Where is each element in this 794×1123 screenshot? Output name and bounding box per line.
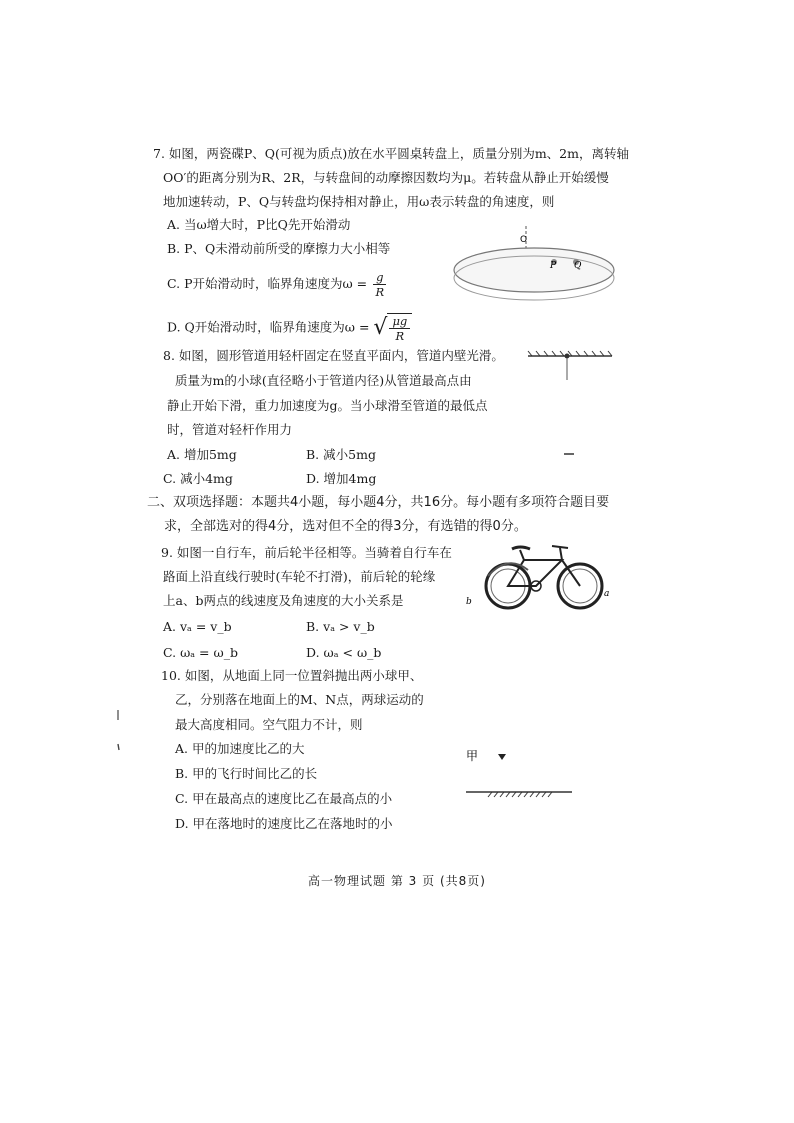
section2-line2: 求，全部选对的得4分，选对但不全的得3分，有选错的得0分。 bbox=[164, 519, 527, 534]
q7-fig-label-p: P bbox=[550, 261, 557, 271]
q10-option-c: C. 甲在最高点的速度比乙在最高点的小 bbox=[175, 791, 393, 806]
q9-fig-label-b: b bbox=[466, 597, 472, 607]
scan-margin-marks bbox=[114, 708, 124, 752]
q8-option-b: B. 减小5mg bbox=[306, 447, 376, 462]
q7-option-c-numerator: g bbox=[373, 270, 386, 285]
q7-line1: 7. 如图，两瓷碟P、Q(可视为质点)放在水平圆桌转盘上，质量分别为m、2m，离转轴 bbox=[153, 146, 629, 161]
q7-fig-label-o: O bbox=[520, 235, 528, 245]
q9-option-b: B. vₐ > v_b bbox=[306, 619, 375, 634]
q7-line2: OO′的距离分别为R、2R，与转盘间的动摩擦因数均为μ。若转盘从静止开始缓慢 bbox=[163, 170, 609, 185]
q9-line3: 上a、b两点的线速度及角速度的大小关系是 bbox=[163, 593, 404, 608]
q7-option-d-denominator: R bbox=[395, 329, 405, 343]
q9-bicycle-figure bbox=[462, 540, 612, 620]
q7-option-a: A. 当ω增大时，P比Q先开始滑动 bbox=[167, 217, 351, 232]
q7-option-c bbox=[167, 270, 388, 299]
arrow-down-icon bbox=[498, 754, 506, 760]
q10-line1: 10. 如图，从地面上同一位置斜抛出两小球甲、 bbox=[161, 668, 423, 683]
q8-line2: 质量为m的小球(直径略小于管道内径)从管道最高点由 bbox=[175, 373, 472, 388]
q7-option-c-text: C. P开始滑动时，临界角速度为ω = bbox=[167, 276, 368, 291]
q9-line1: 9. 如图一自行车，前后轮半径相等。当骑着自行车在 bbox=[161, 545, 452, 560]
q9-line2: 路面上沿直线行驶时(车轮不打滑)，前后轮的轮缘 bbox=[163, 569, 436, 584]
q7-option-d-text: D. Q开始滑动时，临界角速度为ω = bbox=[167, 319, 370, 335]
q10-option-b: B. 甲的飞行时间比乙的长 bbox=[175, 766, 318, 781]
page-footer: 高一物理试题 第 3 页 (共8页) bbox=[308, 874, 486, 888]
section2-line1: 二、双项选择题：本题共4小题，每小题4分，共16分。每小题有多项符合题目要 bbox=[147, 495, 610, 510]
q8-line1: 8. 如图，圆形管道用轻杆固定在竖直平面内，管道内壁光滑。 bbox=[163, 348, 504, 363]
q7-turntable-figure bbox=[448, 222, 628, 314]
q8-option-a: A. 增加5mg bbox=[167, 447, 237, 462]
q7-fig-label-q: Q bbox=[574, 261, 582, 271]
q10-option-d: D. 甲在落地时的速度比乙在落地时的小 bbox=[175, 816, 393, 831]
q9-option-c: C. ωₐ = ω_b bbox=[163, 645, 238, 660]
q10-projectile-figure bbox=[462, 744, 582, 806]
q8-line3: 静止开始下滑，重力加速度为g。当小球滑至管道的最低点 bbox=[167, 398, 488, 413]
q10-fig-label-jia: 甲 bbox=[466, 749, 479, 763]
q7-option-d bbox=[167, 313, 412, 343]
radical-sign-icon: √ bbox=[373, 315, 388, 340]
q10-line2: 乙，分别落在地面上的M、N点，两球运动的 bbox=[175, 692, 424, 707]
q7-option-c-denominator: R bbox=[375, 285, 385, 299]
q8-option-d: D. 增加4mg bbox=[306, 471, 377, 486]
q9-option-d: D. ωₐ < ω_b bbox=[306, 645, 382, 660]
q8-line4: 时，管道对轻杆作用力 bbox=[167, 422, 293, 437]
q7-option-d-fraction bbox=[389, 314, 410, 343]
bicycle-icon bbox=[486, 546, 602, 608]
q7-option-b: B. P、Q未滑动前所受的摩擦力大小相等 bbox=[167, 241, 391, 256]
q9-fig-label-a: a bbox=[604, 589, 610, 599]
q9-option-a: A. vₐ = v_b bbox=[163, 619, 232, 634]
q7-option-d-sqrt bbox=[373, 313, 412, 343]
q7-option-d-numerator: μg bbox=[389, 314, 410, 329]
q10-line3: 最大高度相同。空气阻力不计，则 bbox=[175, 717, 363, 732]
q10-option-a: A. 甲的加速度比乙的大 bbox=[175, 741, 305, 756]
q8-tube-figure bbox=[524, 348, 618, 460]
q7-option-c-fraction bbox=[373, 270, 386, 299]
q8-option-c: C. 减小4mg bbox=[163, 471, 233, 486]
q7-line3: 地加速转动，P、Q与转盘均保持相对静止，用ω表示转盘的角速度，则 bbox=[163, 194, 555, 209]
